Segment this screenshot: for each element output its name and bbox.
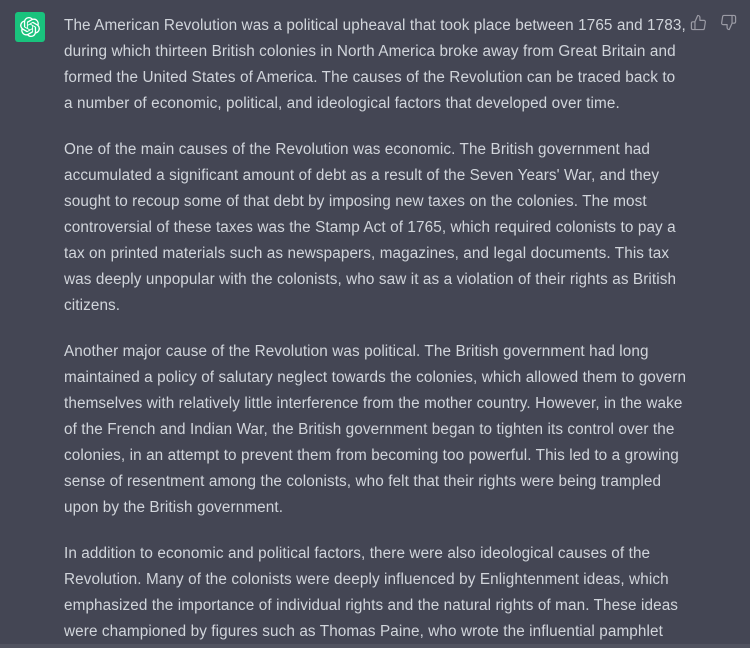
message-paragraph: One of the main causes of the Revolution was economic. The British government had accumulated a significant amount of debt as a result of the Seven Years' War, and they sought to recoup some of that debt by imposing new taxes on the colonies. The most controversial of these taxes was the Stamp Act of 1765, which required colonists to pay a tax on printed materials such as newspapers, magazines, and legal documents. This tax was deeply unpopular with the colonists, who saw it as a violation of their rights as British citizens.: [64, 141, 677, 314]
thumbs-down-button[interactable]: [720, 14, 737, 31]
message-feedback-actions: [690, 14, 737, 31]
assistant-avatar: [15, 12, 45, 42]
message-paragraph: Another major cause of the Revolution was political. The British government had long maintained a policy of salutary neglect towards the colonies, which allowed them to govern themselves with relatively little interference from the mother country. However, in the wake of the French and Indian War, the British government began to tighten its control over the colonies, in an attempt to prevent them from becoming too powerful. This led to a growing sense of resentment among the colonists, who felt that their rights were being trampled upon by the British government.: [64, 343, 687, 516]
message-content: [64, 12, 688, 645]
thumbs-up-icon: [690, 14, 707, 31]
message-paragraph: In addition to economic and political factors, there were also ideological causes of the Revolution. Many of the colonists were deeply influenced by Enlightenment ideas, which emphasized the importance of individual rights and the natural rights of man. These ideas were championed by figures such as Thomas Paine, who wrote the influential pamphlet: [64, 545, 679, 640]
thumbs-up-button[interactable]: [690, 14, 707, 31]
openai-logo-icon: [20, 17, 40, 37]
message-paragraph: The American Revolution was a political upheaval that took place between 1765 and 1783, during which thirteen British colonies in North America broke away from Great Britain and formed the United States of America. The causes of the Revolution can be traced back to a number of economic, political, and ideological factors that developed over time.: [64, 17, 686, 112]
thumbs-down-icon: [720, 14, 737, 31]
